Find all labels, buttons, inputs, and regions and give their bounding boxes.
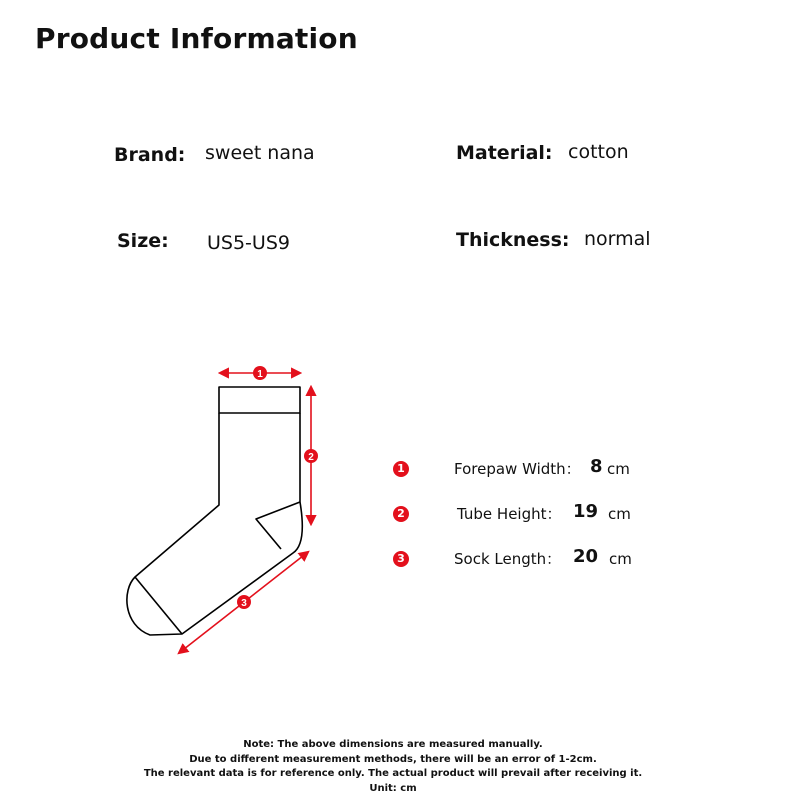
measurement-label: Sock Length： bbox=[454, 550, 562, 568]
sock-toe bbox=[135, 577, 182, 634]
marker-3-label: 3 bbox=[241, 598, 247, 609]
measurement-value: 8 bbox=[590, 456, 603, 477]
measurement-unit: cm bbox=[608, 505, 631, 523]
note-line: Unit: cm bbox=[369, 782, 417, 794]
measurement-unit: cm bbox=[607, 460, 630, 478]
material-value: cotton bbox=[568, 141, 629, 163]
note-line: Note: The above dimensions are measured manually. bbox=[243, 739, 543, 750]
sock-cuff bbox=[219, 387, 300, 413]
size-label: Size: bbox=[117, 230, 169, 252]
sock-heel bbox=[256, 502, 300, 549]
measurement-row-tube-height bbox=[393, 502, 693, 526]
number-badge: 2 bbox=[393, 506, 409, 522]
marker-2-label: 2 bbox=[308, 452, 314, 463]
note-line: The relevant data is for reference only. The actual product will prevail after receiving it. bbox=[143, 768, 643, 779]
sock-outline bbox=[127, 387, 302, 635]
thickness-label: Thickness: bbox=[456, 229, 570, 251]
sock-diagram bbox=[100, 350, 340, 670]
measurement-note bbox=[0, 738, 786, 796]
measurement-row-sock-length bbox=[393, 547, 693, 571]
measurement-value: 20 bbox=[573, 546, 599, 567]
number-badge: 3 bbox=[393, 551, 409, 567]
material-label: Material: bbox=[456, 142, 553, 164]
size-value: US5-US9 bbox=[207, 232, 290, 254]
number-badge: 1 bbox=[393, 461, 409, 477]
marker-1-label: 1 bbox=[257, 369, 263, 380]
measurement-row-forepaw-width bbox=[393, 457, 693, 481]
sock-body bbox=[127, 413, 302, 635]
thickness-value: normal bbox=[584, 228, 651, 250]
dimension-markers bbox=[237, 366, 318, 609]
measurement-value: 19 bbox=[573, 501, 599, 522]
page-title: Product Information bbox=[35, 22, 358, 55]
brand-value: sweet nana bbox=[205, 142, 315, 164]
brand-label: Brand: bbox=[114, 144, 186, 166]
measurement-unit: cm bbox=[609, 550, 632, 568]
measurement-label: Forepaw Width： bbox=[454, 460, 581, 478]
dimension-arrows bbox=[179, 373, 311, 653]
measurement-label: Tube Height： bbox=[457, 505, 562, 523]
note-line: Due to different measurement methods, there will be an error of 1-2cm. bbox=[189, 753, 597, 765]
